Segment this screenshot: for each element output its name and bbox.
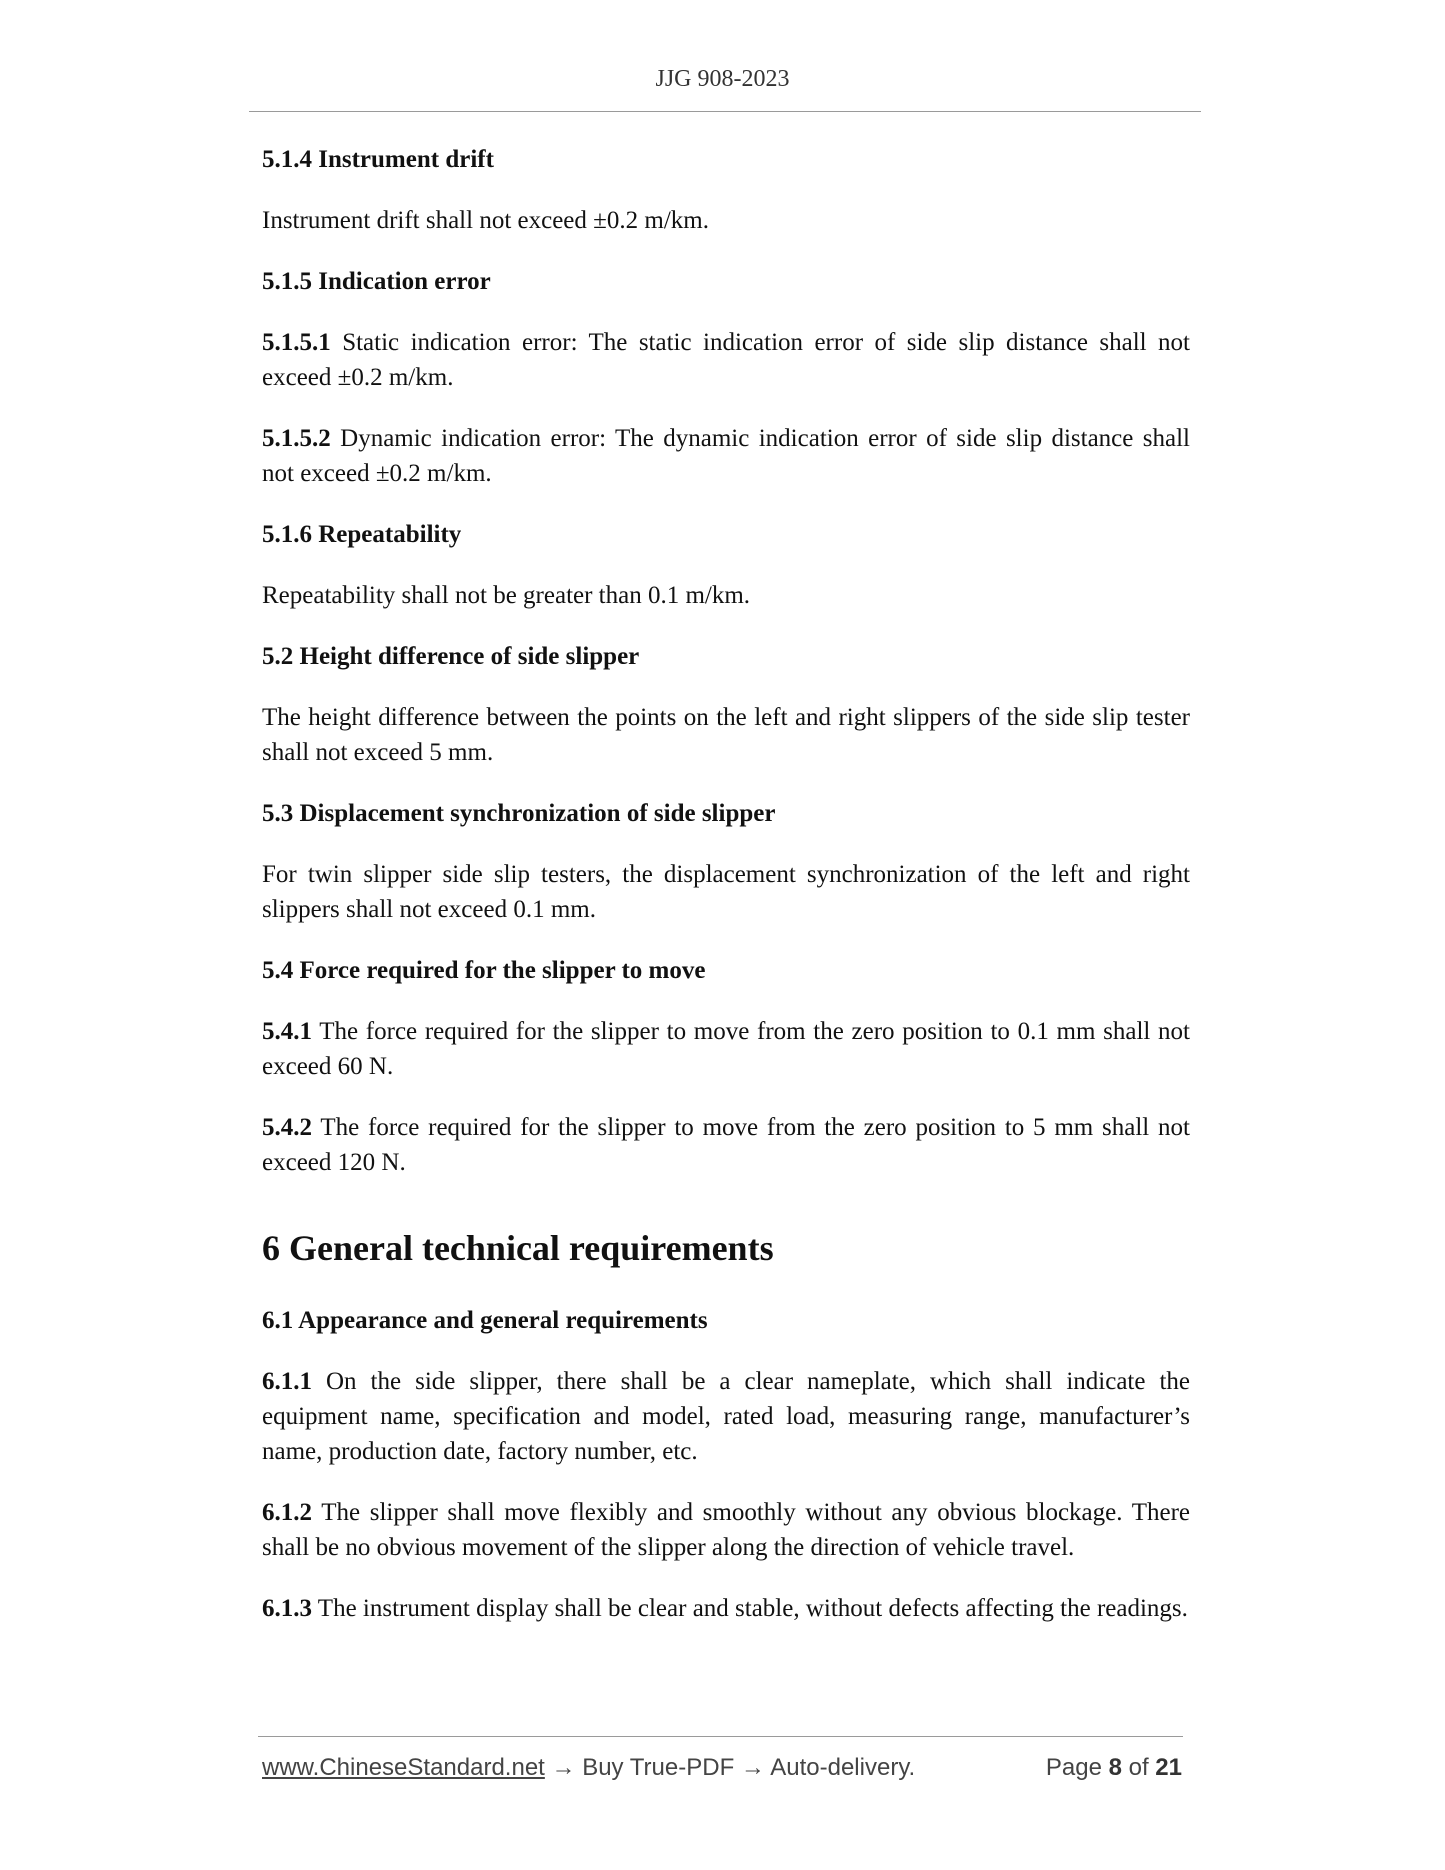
paragraph-5-1-5-1 [262,325,1190,395]
heading-5-2: 5.2 Height difference of side slipper [262,643,640,670]
clause-text: The force required for the slipper to move from the zero position to 5 mm shall not exceed 120 N. [262,1114,1190,1176]
paragraph-5-3: For twin slipper side slip testers, the displacement synchronization of the left and right slippers shall not exceed 0.1 mm. [262,861,1190,923]
footer-divider [258,1736,1183,1737]
paragraph-6-1-1 [262,1364,1190,1469]
footer-promo [262,1752,915,1784]
clause-text: The slipper shall move flexibly and smoothly without any obvious blockage. There shall be no obvious movement of the slipper along the direction of vehicle travel. [262,1499,1190,1561]
paragraph-5-1-5-2 [262,421,1190,491]
clause-number: 5.4.2 [262,1114,312,1141]
clause-text: The force required for the slipper to move from the zero position to 0.1 mm shall not exceed 60 N. [262,1018,1190,1080]
page-label: Page [1045,1754,1109,1781]
arrow-right-icon: → [544,1754,583,1781]
clause-number: 5.1.5.2 [262,425,331,452]
buy-pdf-text: Buy True-PDF [582,1754,735,1781]
clause-number: 6.1.1 [262,1368,312,1395]
page-total: 21 [1155,1754,1182,1781]
website-link[interactable]: www.ChineseStandard.net [262,1754,545,1781]
of-label: of [1121,1754,1156,1781]
clause-number: 6.1.2 [262,1499,312,1526]
paragraph-5-2: The height difference between the points on the left and right slippers of the side slip tester shall not exceed 5 mm. [262,704,1190,766]
paragraph-5-1-4: Instrument drift shall not exceed ±0.2 m/km. [262,207,709,234]
header-divider [249,111,1201,112]
paragraph-6-1-2 [262,1495,1190,1565]
heading-6-1: 6.1 Appearance and general requirements [262,1307,708,1334]
clause-text: Dynamic indication error: The dynamic indication error of side slip distance shall not exceed ±0.2 m/km. [262,425,1190,487]
heading-5-1-5: 5.1.5 Indication error [262,268,491,295]
clause-text: Static indication error: The static indication error of side slip distance shall not exceed ±0.2 m/km. [262,329,1190,391]
clause-text: On the side slipper, there shall be a clear nameplate, which shall indicate the equipment name, specification and model, rated load, measuring range, manufacturer’s name, production date, factory number, etc. [262,1368,1190,1465]
page-indicator [1046,1752,1182,1784]
heading-5-1-6: 5.1.6 Repeatability [262,521,462,548]
heading-5-4: 5.4 Force required for the slipper to move [262,957,706,984]
heading-6: 6 General technical requirements [262,1228,774,1268]
clause-number: 5.1.5.1 [262,329,331,356]
clause-number: 5.4.1 [262,1018,312,1045]
paragraph-5-4-2 [262,1110,1190,1180]
paragraph-6-1-3 [262,1591,1190,1626]
heading-5-1-4: 5.1.4 Instrument drift [262,146,494,173]
clause-text: The instrument display shall be clear and stable, without defects affecting the readings. [312,1595,1188,1622]
paragraph-5-4-1 [262,1014,1190,1084]
clause-number: 6.1.3 [262,1595,312,1622]
arrow-right-icon: → [734,1754,771,1781]
page-number: 8 [1108,1754,1122,1781]
document-body [262,142,1190,1652]
auto-delivery-text: Auto-delivery. [770,1754,916,1781]
paragraph-5-1-6: Repeatability shall not be greater than 0.1 m/km. [262,582,751,609]
heading-5-3: 5.3 Displacement synchronization of side slipper [262,800,776,827]
page-header-title: JJG 908-2023 [655,66,790,92]
